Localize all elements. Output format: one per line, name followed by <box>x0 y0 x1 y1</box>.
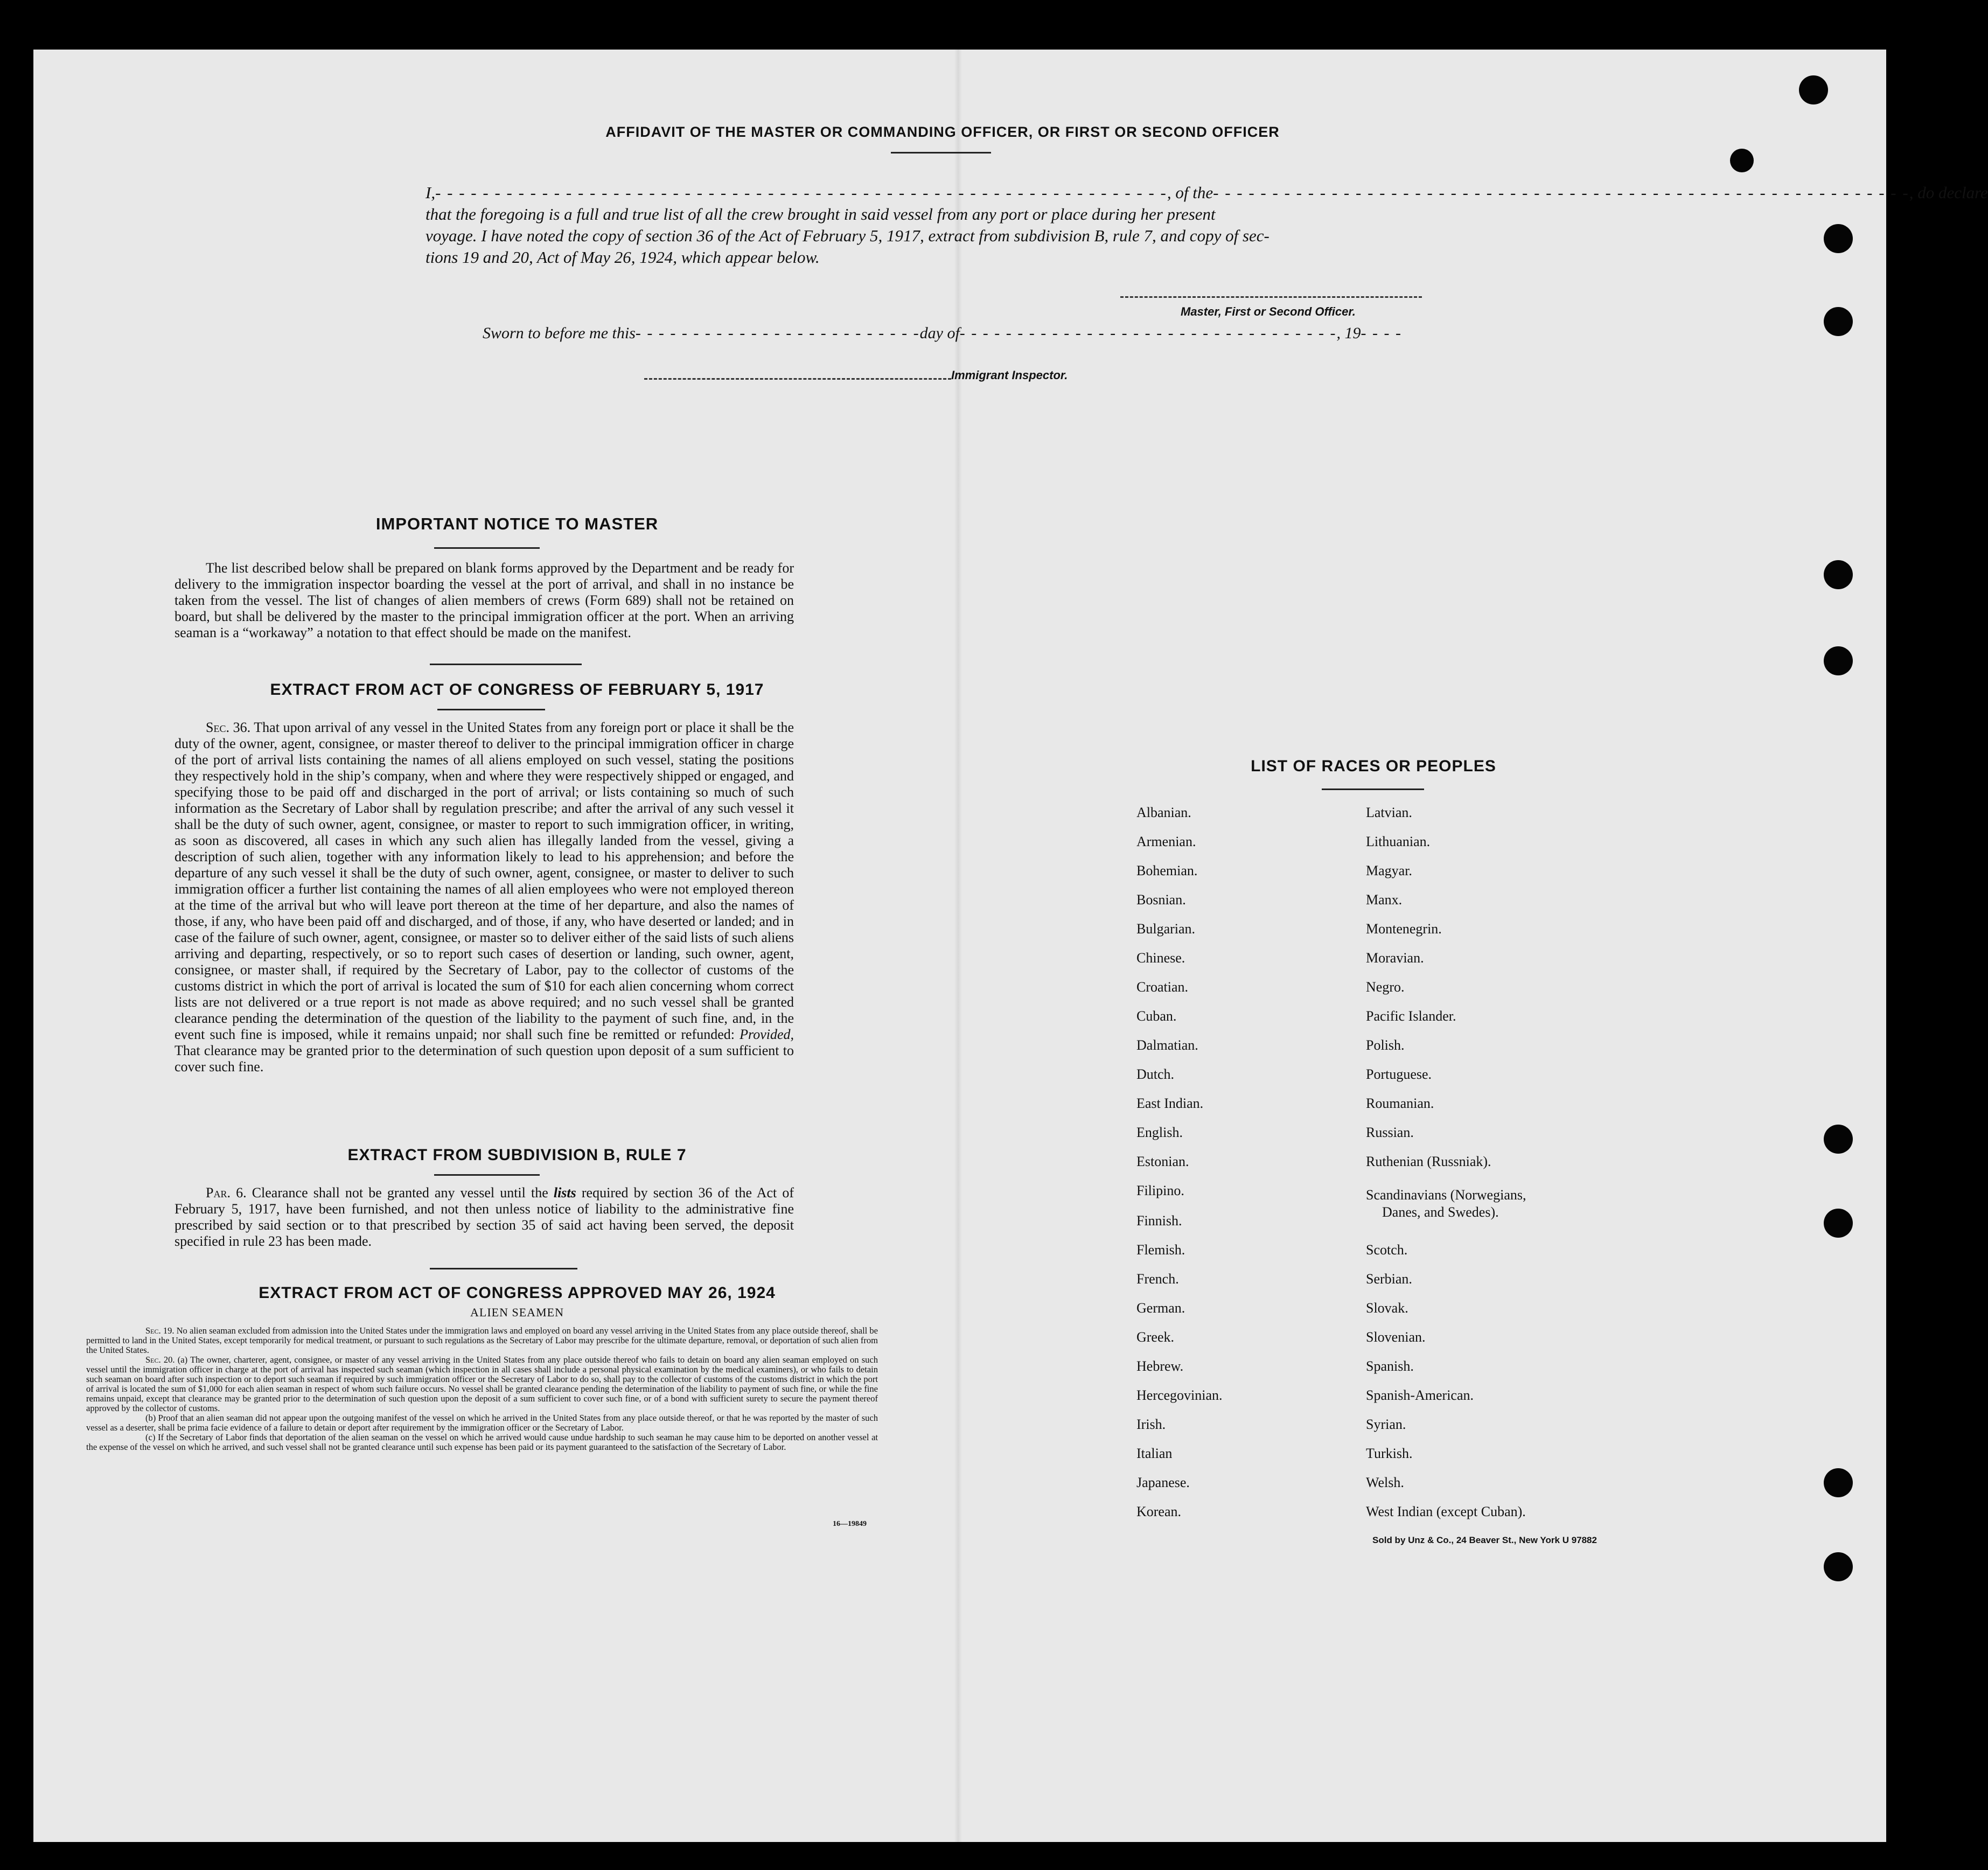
race-item: Hebrew. <box>1136 1358 1184 1374</box>
extract-1917-text <box>175 720 794 1075</box>
race-item: Latvian. <box>1366 805 1412 820</box>
sworn-year: , 19 <box>1336 324 1361 342</box>
race-item: Slovenian. <box>1366 1329 1426 1345</box>
race-item: Serbian. <box>1366 1271 1412 1287</box>
race-item: Cuban. <box>1136 1008 1177 1024</box>
race-item: Irish. <box>1136 1417 1166 1432</box>
race-item: Spanish. <box>1366 1358 1414 1374</box>
form-number: 16—19849 <box>833 1520 867 1528</box>
notice-underline <box>434 547 540 549</box>
sec-20b-paragraph: (b) Proof that an alien seaman did not appear upon the outgoing manifest of the vessel on which he arrived in the United States from any place outside thereof, or that he was reported by the master of such vessel as a deserter, shall be prima facie evidence of a failure to detain or deport after requirement by the immigration officer or the Secretary of Labor. <box>86 1413 878 1433</box>
race-item: Albanian. <box>1136 805 1191 820</box>
rule7-body-end: required by section 36 of the Act of February 5, 1917, have been furnished, and not then unless notice of liability to the administrative fine prescribed by said section or to that prescribed by section 35 of said act having been served, the deposit specified in rule 23 has been made. <box>175 1185 794 1249</box>
race-item: East Indian. <box>1136 1096 1204 1111</box>
affidavit-title: AFFIDAVIT OF THE MASTER OR COMMANDING OFFICER, OR FIRST OR SECOND OFFICER <box>605 124 1280 140</box>
race-item: Ruthenian (Russniak). <box>1366 1154 1491 1169</box>
sec-20-label: Sec. 20. <box>145 1355 175 1365</box>
race-item: German. <box>1136 1300 1185 1316</box>
notice-title: IMPORTANT NOTICE TO MASTER <box>375 514 659 533</box>
inspector-caption: Immigrant Inspector. <box>951 368 1068 382</box>
race-item: French. <box>1136 1271 1179 1287</box>
race-item: Bosnian. <box>1136 892 1186 908</box>
sec-36-body-end: That clearance may be granted prior to the determination of such question upon deposit of a sum sufficient to cover such fine. <box>175 1043 794 1074</box>
lists-word: lists <box>553 1185 576 1201</box>
of-the-label: , of the <box>1167 183 1213 202</box>
punch-hole <box>1824 1209 1853 1238</box>
race-item: Turkish. <box>1366 1446 1413 1461</box>
race-item: Japanese. <box>1136 1475 1190 1490</box>
race-item: Bohemian. <box>1136 863 1198 878</box>
alien-seamen-subtitle: ALIEN SEAMEN <box>470 1306 564 1319</box>
race-item: Syrian. <box>1366 1417 1406 1432</box>
sec-20c-paragraph: (c) If the Secretary of Labor finds that deportation of the alien seaman on the vessel on which he arrived would cause undue hardship to such seaman he may cause him to be deported on another vessel at the expense of the vessel on which he arrived, and such vessel shall not be granted clearance until such expense has been paid or its payment guaranteed to the satisfaction of the Secretary of Labor. <box>86 1432 878 1452</box>
declaration-line-2: that the foregoing is a full and true list of all the crew brought in said vessel from any port or place during her present <box>425 205 1216 224</box>
races-underline <box>1322 789 1424 790</box>
race-item: Hercegovinian. <box>1136 1387 1223 1403</box>
race-item: Manx. <box>1366 892 1403 908</box>
punch-hole <box>1824 307 1853 336</box>
race-item: Dalmatian. <box>1136 1037 1198 1053</box>
punch-hole <box>1824 646 1853 675</box>
race-item: Scandinavians (Norwegians, <box>1366 1187 1526 1203</box>
extract-1924-title: EXTRACT FROM ACT OF CONGRESS APPROVED MAY 26, 1924 <box>259 1284 776 1302</box>
race-item: Spanish-American. <box>1366 1387 1474 1403</box>
race-item: Magyar. <box>1366 863 1412 878</box>
rule7-text <box>175 1185 794 1250</box>
race-item: Negro. <box>1366 979 1405 995</box>
race-item: West Indian (except Cuban). <box>1366 1504 1526 1519</box>
title-underline <box>891 152 991 153</box>
race-item: Estonian. <box>1136 1154 1189 1169</box>
race-item: Polish. <box>1366 1037 1405 1053</box>
do-declare-label: , do declare <box>1909 183 1988 202</box>
punch-hole <box>1824 224 1853 253</box>
punch-hole <box>1799 75 1828 104</box>
extract-1917-title: EXTRACT FROM ACT OF CONGRESS OF FEBRUARY 5, 1917 <box>270 681 764 699</box>
race-item: Croatian. <box>1136 979 1189 995</box>
extract-1917-underline <box>437 709 545 710</box>
sec-20a-paragraph <box>86 1355 878 1413</box>
sec-36-label: Sec. 36. <box>206 720 251 735</box>
race-item: Chinese. <box>1136 950 1185 966</box>
race-item: Lithuanian. <box>1366 834 1431 849</box>
sold-by-imprint: Sold by Unz & Co., 24 Beaver St., New York U 97882 <box>1372 1535 1597 1545</box>
rule7-divider <box>430 1268 577 1269</box>
rule7-body: Clearance shall not be granted any vessel until the <box>252 1185 548 1201</box>
race-item: Italian <box>1136 1446 1173 1461</box>
sec-20a-body: (a) The owner, charterer, agent, consignee, or master of any vessel arriving in the United States from any place outside thereof who fails to detain on board any alien seaman employed on such vessel until the immigration officer in charge at the port of arrival has inspected such seaman (which inspection in all cases shall include a personal physical examination by the medical examiners), or who fails to detain such seaman on board after such inspection or to deport such seaman if required by such immigration officer or the Secretary of Labor to do so, shall pay to the collector of customs of the customs district in which the port of arrival is located the sum of $1,000 for each alien seaman in respect of whom such failure occurs. No vessel shall be granted clearance pending the determination of the liability to payment of such fine, or while the fine remains unpaid, except that clearance may be granted prior to the determination of such question upon the deposit of a sum sufficient to cover such fine, or of a bond with sufficient surety to secure the payment thereof approved by the collector of customs. <box>86 1355 878 1413</box>
race-item: Montenegrin. <box>1366 921 1442 937</box>
race-item: Greek. <box>1136 1329 1175 1345</box>
declaration-line-3: voyage. I have noted the copy of section 36 of the Act of February 5, 1917, extract from subdivision B, rule 7, and copy of sec- <box>425 226 1269 245</box>
race-item: Finnish. <box>1136 1213 1182 1229</box>
punch-hole <box>1730 149 1754 172</box>
master-signature-line <box>1120 296 1422 298</box>
race-item: Pacific Islander. <box>1366 1008 1456 1024</box>
par-6-label: Par. 6. <box>206 1185 247 1201</box>
rule7-underline <box>434 1174 540 1176</box>
sec-36-body: That upon arrival of any vessel in the United States from any foreign port or place it shall be the duty of the owner, agent, consignee, or master thereof to deliver to the principal immigration officer in charge of the port of arrival lists containing the names of all aliens employed on such vessel, stating the positions they respectively hold in the ship’s company, when and where they were respectively shipped or engaged, and specifying those to be paid off and discharged in the port of arrival; or lists containing so much of such information as the Secretary of Labor shall by regulation prescribe; and after the arrival of any such vessel it shall be the duty of such owner, agent, consignee, or master to report to such immigration officer, in writing, as soon as discovered, all cases in which any such alien has illegally landed from the vessel, giving a description of such alien, together with any information likely to lead to his apprehension; and before the departure of any such vessel it shall be the duty of such owner, agent, consignee, or master to deliver to such immigration officer a further list containing the names of all alien employees who were not employed thereon at the time of the arrival but who will leave port thereon at the time of her departure, and also the names of those, if any, who have been paid off and discharged, and of those, if any, who have deserted or landed; and in case of the failure of such owner, agent, consignee, or master so to deliver either of the said lists of such aliens arriving and departing, respectively, or so to report such cases of desertion or landing, such owner, agent, consignee, or master shall, if required by the Secretary of Labor, pay to the collector of customs of the customs district in which the port of arrival is located the sum of $10 for each alien concerning whom correct lists are not delivered or a true report is not made as above required; and no such vessel shall be granted clearance pending the determination of the question of the liability to the payment of such fine, and, in the event such fine is imposed, while it remains unpaid; nor shall such fine be remitted or refunded: <box>175 720 794 1042</box>
affidavit-declaration <box>425 182 1988 268</box>
race-item: Portuguese. <box>1366 1066 1432 1082</box>
provided-word: Provided, <box>740 1027 794 1042</box>
race-item: Bulgarian. <box>1136 921 1196 937</box>
race-item: Roumanian. <box>1366 1096 1434 1111</box>
inspector-signature-line <box>644 378 951 380</box>
race-item: Danes, and Swedes). <box>1382 1204 1499 1220</box>
race-item: Dutch. <box>1136 1066 1175 1082</box>
sec-19-body: No alien seaman excluded from admission into the United States under the immigration laws and employed on board any vessel arriving in the United States from any place outside thereof, shall be permitted to land in the United States, except temporarily for medical treatment, or pursuant to such regulations as the Secretary of Labor may prescribe for the ultimate departure, removal, or deportation of such alien from the United States. <box>86 1325 878 1355</box>
punch-hole <box>1824 1552 1853 1581</box>
center-fold <box>954 50 962 1842</box>
sworn-prefix: Sworn to before me this <box>483 324 636 342</box>
sworn-day-of: day of <box>919 324 960 342</box>
race-item: English. <box>1136 1125 1183 1140</box>
sec-19-label: Sec. 19. <box>145 1325 175 1336</box>
race-item: Slovak. <box>1366 1300 1408 1316</box>
extract-1924-text <box>86 1326 878 1452</box>
master-caption: Master, First or Second Officer. <box>1181 305 1356 318</box>
punch-hole <box>1824 1468 1853 1497</box>
race-item: Korean. <box>1136 1504 1182 1519</box>
race-item: Moravian. <box>1366 950 1424 966</box>
notice-divider <box>430 664 582 665</box>
race-item: Welsh. <box>1366 1475 1404 1490</box>
punch-hole <box>1824 1125 1853 1154</box>
declaration-line-1: I,- - - - - - - - - - - - - - - - - - - - - - - - - - - - - - - - - - - - - - - - - - - - - - - - - - - - - - - - - - - - - -, of the- - - - - - - - - - - - - - - - - - - - - - - - - - - - - - - - - - - - - - - - - - - - - - - - - - - - - - - - - - -, do declare <box>425 183 1988 202</box>
race-item: Filipino. <box>1136 1183 1184 1198</box>
notice-text: The list described below shall be prepared on blank forms approved by the Department and be ready for delivery to the immigration inspector boarding the vessel at the port of arrival, and shall in no instance be taken from the vessel. The list of changes of alien members of crews (Form 689) shall not be retained on board, but shall be delivered by the master to the principal immigration officer at the port. When an arriving seaman is a “workaway” a notation to that effect should be made on the manifest. <box>175 560 794 640</box>
rule7-title: EXTRACT FROM SUBDIVISION B, RULE 7 <box>347 1146 687 1164</box>
declarant-label: I, <box>425 183 436 202</box>
sec-19-paragraph <box>86 1326 878 1355</box>
race-item: Russian. <box>1366 1125 1414 1140</box>
race-item: Armenian. <box>1136 834 1196 849</box>
declaration-line-4: tions 19 and 20, Act of May 26, 1924, which appear below. <box>425 248 820 267</box>
race-item: Flemish. <box>1136 1242 1185 1258</box>
punch-hole <box>1824 560 1853 589</box>
race-item: Scotch. <box>1366 1242 1408 1258</box>
sworn-line: Sworn to before me this- - - - - - - - - - - - - - - - - - - - - - - - -day of- - - - - - - - - - - - - - - - - - - - - - - - - - - - - - - - -, 19- - - - <box>483 324 1402 342</box>
races-title: LIST OF RACES OR PEOPLES <box>1251 757 1496 775</box>
